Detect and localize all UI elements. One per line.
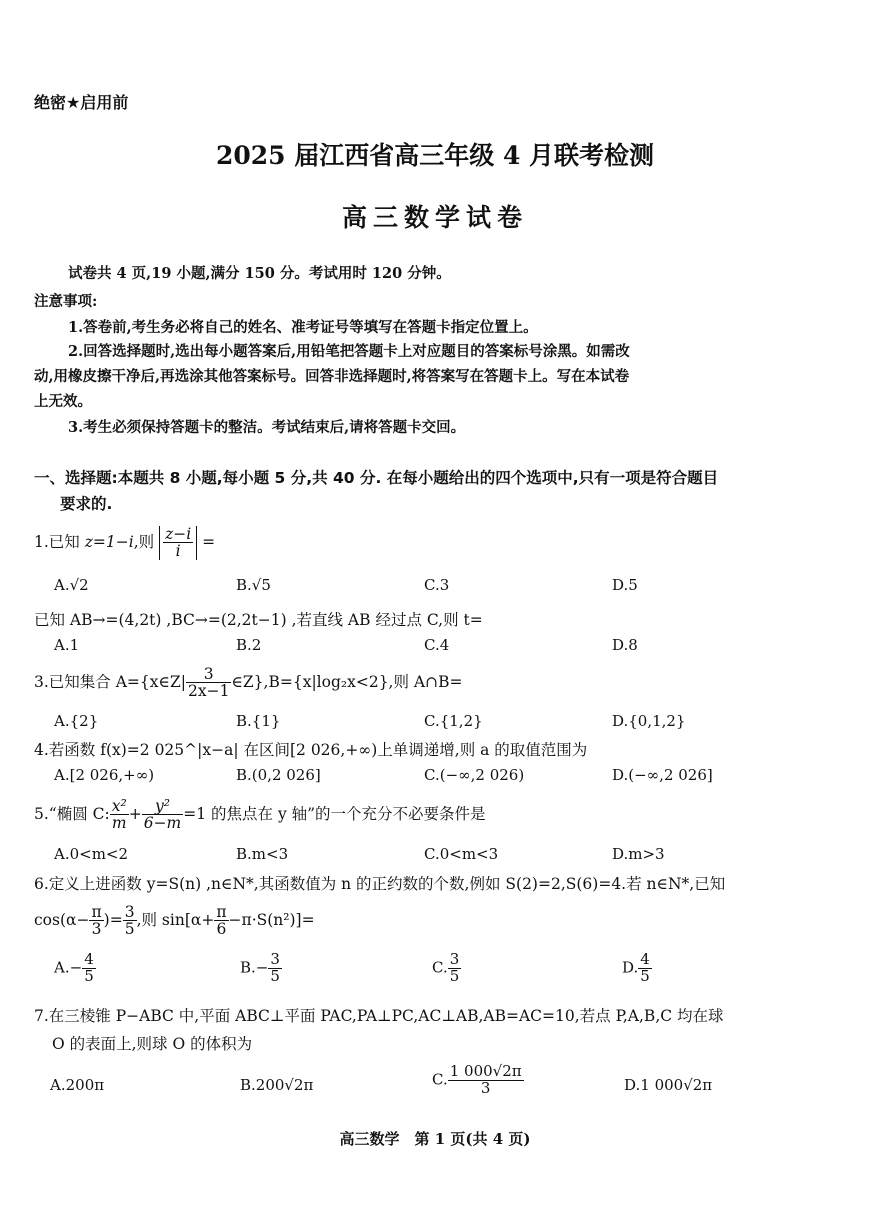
notes-item-1: 1.答卷前,考生务必将自己的姓名、准考证号等填写在答题卡指定位置上。 (68, 319, 538, 336)
exam-subtitle: 高三数学试卷 (341, 203, 528, 232)
q1-option-c: C.3 (424, 576, 450, 594)
q6-option-b: B.− $\frac{3}{5}$ (240, 950, 280, 985)
q6-option-d: D. $\frac{4}{5}$ (622, 950, 650, 985)
q2-option-b: B.2 (236, 636, 262, 654)
q7-option-b: B.200√2π (240, 1076, 314, 1094)
notes-item-2c: 上无效。 (34, 393, 92, 410)
q5-option-b: B.m<3 (236, 845, 289, 863)
question-3: 3.已知集合 A={x∈Z| $\frac{3}{2x-1}$ ∈Z},B={x|log₂x<2},则 A∩B= (34, 665, 463, 701)
q1-option-b: B.√5 (236, 576, 271, 594)
q6-option-a: A.− $\frac{4}{5}$ (54, 950, 94, 985)
notes-item-3: 3.考生必须保持答题卡的整洁。考试结束后,请将答题卡交回。 (68, 419, 466, 436)
notes-intro: 试卷共 4 页,19 小题,满分 150 分。考试用时 120 分钟。 (68, 265, 451, 282)
question-4: 4.若函数 f(x)=2 025^|x−a| 在区间[2 026,+∞)上单调递增,则 a 的取值范围为 (34, 741, 588, 759)
q4-option-c: C.(−∞,2 026) (424, 766, 525, 784)
section-heading: 一、选择题:本题共 8 小题,每小题 5 分,共 40 分. 在每小题给出的四个选项中,只有一项是符合题目 (34, 469, 719, 487)
q5-option-c: C.0<m<3 (424, 845, 499, 863)
q7-option-d: D.1 000√2π (624, 1076, 713, 1094)
q2-option-c: C.4 (424, 636, 450, 654)
notes-item-2b: 动,用橡皮擦干净后,再选涂其他答案标号。回答非选择题时,将答案写在答题卡上。写在本试卷 (34, 368, 630, 385)
q7-option-c: C. $\frac{1 000√2\pi}{3}$ (432, 1062, 522, 1097)
q4-option-b: B.(0,2 026] (236, 766, 321, 784)
page-footer: 高三数学 第 1 页(共 4 页) (339, 1130, 531, 1148)
q7-option-a: A.200π (50, 1076, 105, 1094)
question-2: 已知 AB→=(4,2t) ,BC→=(2,2t−1) ,若直线 AB 经过点 C,则 t= (34, 611, 483, 629)
q4-option-a: A.[2 026,+∞) (54, 766, 155, 784)
question-6: 6.定义上进函数 y=S(n) ,n∈N*,其函数值为 n 的正约数的个数,例如 S(2)=2,S(6)=4.若 n∈N*,已知 (34, 875, 726, 893)
q2-option-d: D.8 (612, 636, 638, 654)
q5-option-d: D.m>3 (612, 845, 665, 863)
question-7: 7.在三棱锥 P−ABC 中,平面 ABC⊥平面 PAC,PA⊥PC,AC⊥AB,AB=AC=10,若点 P,A,B,C 均在球 (34, 1007, 724, 1025)
q3-option-c: C.{1,2} (424, 712, 483, 730)
q1-option-a: A.√2 (54, 576, 89, 594)
notes-item-2a: 2.回答选择题时,选出每小题答案后,用铅笔把答题卡上对应题目的答案标号涂黑。如需改 (68, 343, 630, 360)
question-5: 5.“椭圆 C: $\frac{\text{x²}}{m}$ + $\frac{\text{y²}}{6-m}$ =1 的焦点在 y 轴”的一个充分不必要条件是 (34, 797, 486, 833)
q3-option-a: A.{2} (54, 712, 99, 730)
q3-option-b: B.{1} (236, 712, 281, 730)
question-1: 1.已知 z=1−i,则 $\frac{z-i}{i}$ = (34, 525, 216, 561)
q1-option-d: D.5 (612, 576, 638, 594)
section-heading-cont: 要求的. (60, 495, 113, 513)
q4-option-d: D.(−∞,2 026] (612, 766, 713, 784)
question-6-line2: cos(α− $\frac{\pi}{3}$ )= $\frac{3}{5}$ ,则 sin[α+ $\frac{\pi}{6}$ −π·S(n²)]= (34, 903, 315, 939)
q5-option-a: A.0<m<2 (54, 845, 129, 863)
q6-option-c: C. $\frac{3}{5}$ (432, 950, 460, 985)
question-7-line2: O 的表面上,则球 O 的体积为 (52, 1035, 253, 1053)
confidential-mark: 绝密★启用前 (34, 93, 129, 112)
q2-option-a: A.1 (54, 636, 80, 654)
exam-title: 2025 届江西省高三年级 4 月联考检测 (215, 141, 655, 170)
q3-option-d: D.{0,1,2} (612, 712, 686, 730)
notes-heading: 注意事项: (34, 293, 98, 310)
